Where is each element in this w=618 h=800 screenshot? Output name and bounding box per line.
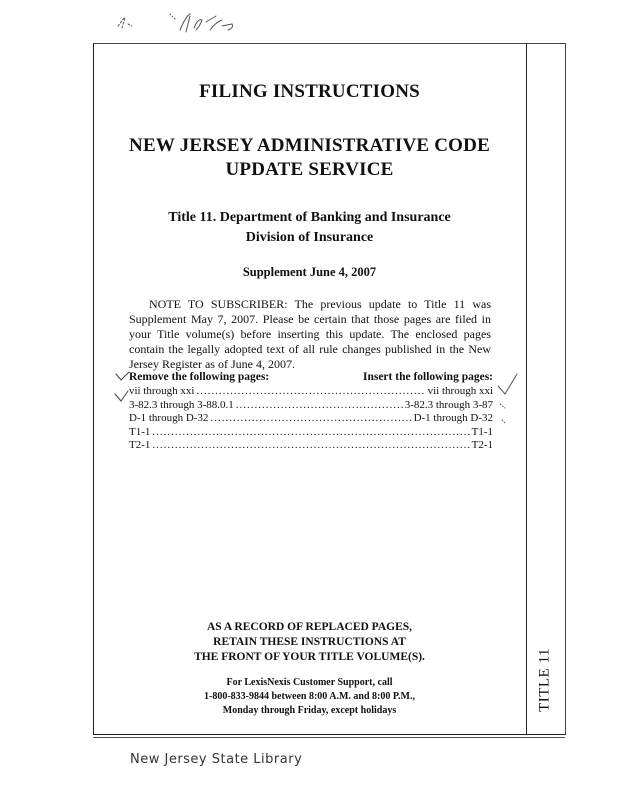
checkmark-icon — [494, 372, 522, 432]
insert-pages: 3-82.3 through 3-87 — [404, 398, 493, 411]
table-row — [129, 412, 493, 426]
dot-leader — [152, 426, 469, 440]
remove-pages: T2-1 — [129, 439, 151, 451]
pages-table — [129, 370, 493, 453]
dot-leader — [236, 399, 403, 413]
page-title: FILING INSTRUCTIONS — [199, 81, 420, 102]
insert-pages: T1-1 — [471, 425, 493, 438]
dot-leader — [196, 385, 425, 399]
record-notice-line: RETAIN THESE INSTRUCTIONS AT — [213, 636, 406, 648]
table-row — [129, 439, 493, 453]
remove-header: Remove the following pages: — [129, 371, 270, 383]
remove-pages: 3-82.3 through 3-88.0.1 — [129, 398, 234, 411]
customer-support-notice — [93, 676, 526, 718]
service-name-line2: UPDATE SERVICE — [225, 159, 394, 180]
support-line: 1-800-833-9844 between 8:00 A.M. and 8:00 P.M., — [203, 691, 415, 702]
insert-pages: vii through xxi — [427, 385, 493, 397]
title-heading: Title 11. Department of Banking and Insurance — [168, 210, 451, 225]
record-notice-line: AS A RECORD OF REPLACED PAGES, — [206, 621, 413, 633]
table-row — [129, 426, 493, 440]
handwritten-scribble — [110, 8, 270, 42]
title-tab-strip — [526, 43, 566, 735]
remove-pages: D-1 through D-32 — [129, 412, 209, 424]
table-row — [129, 385, 493, 399]
insert-pages: T2-1 — [471, 439, 493, 451]
remove-pages: T1-1 — [129, 425, 151, 438]
record-notice-line: THE FRONT OF YOUR TITLE VOLUME(S). — [194, 651, 425, 663]
note-to-subscriber — [129, 297, 491, 372]
dot-leader — [152, 439, 469, 453]
dot-leader — [210, 412, 411, 426]
bottom-rule — [93, 737, 565, 738]
insert-pages: D-1 through D-32 — [413, 412, 493, 424]
note-text: NOTE TO SUBSCRIBER: The previous update to Title 11 was Supplement May 7, 2007. Please be certain that those pages are filed in your Title volume(s) before inserting this update. The enclosed pages contain the legally adopted text of all rule changes published in the New Jersey Register as of June 4, 2007. — [129, 297, 491, 371]
pages-table-header — [129, 370, 493, 385]
support-line: For LexisNexis Customer Support, call — [226, 677, 393, 688]
library-stamp: New Jersey State Library — [130, 752, 303, 767]
insert-header: Insert the following pages: — [362, 371, 493, 383]
checkmark-icon — [112, 370, 134, 410]
filing-instructions-sheet — [93, 43, 526, 733]
supplement-date: Supplement June 4, 2007 — [242, 265, 377, 279]
support-line: Monday through Friday, except holidays — [222, 705, 397, 716]
division-heading: Division of Insurance — [245, 230, 374, 245]
table-row — [129, 399, 493, 413]
service-name-line1: NEW JERSEY ADMINISTRATIVE CODE — [129, 135, 490, 156]
record-notice — [93, 620, 526, 665]
title-tab-label: TITLE 11 — [536, 648, 553, 712]
remove-pages: vii through xxi — [129, 385, 195, 397]
